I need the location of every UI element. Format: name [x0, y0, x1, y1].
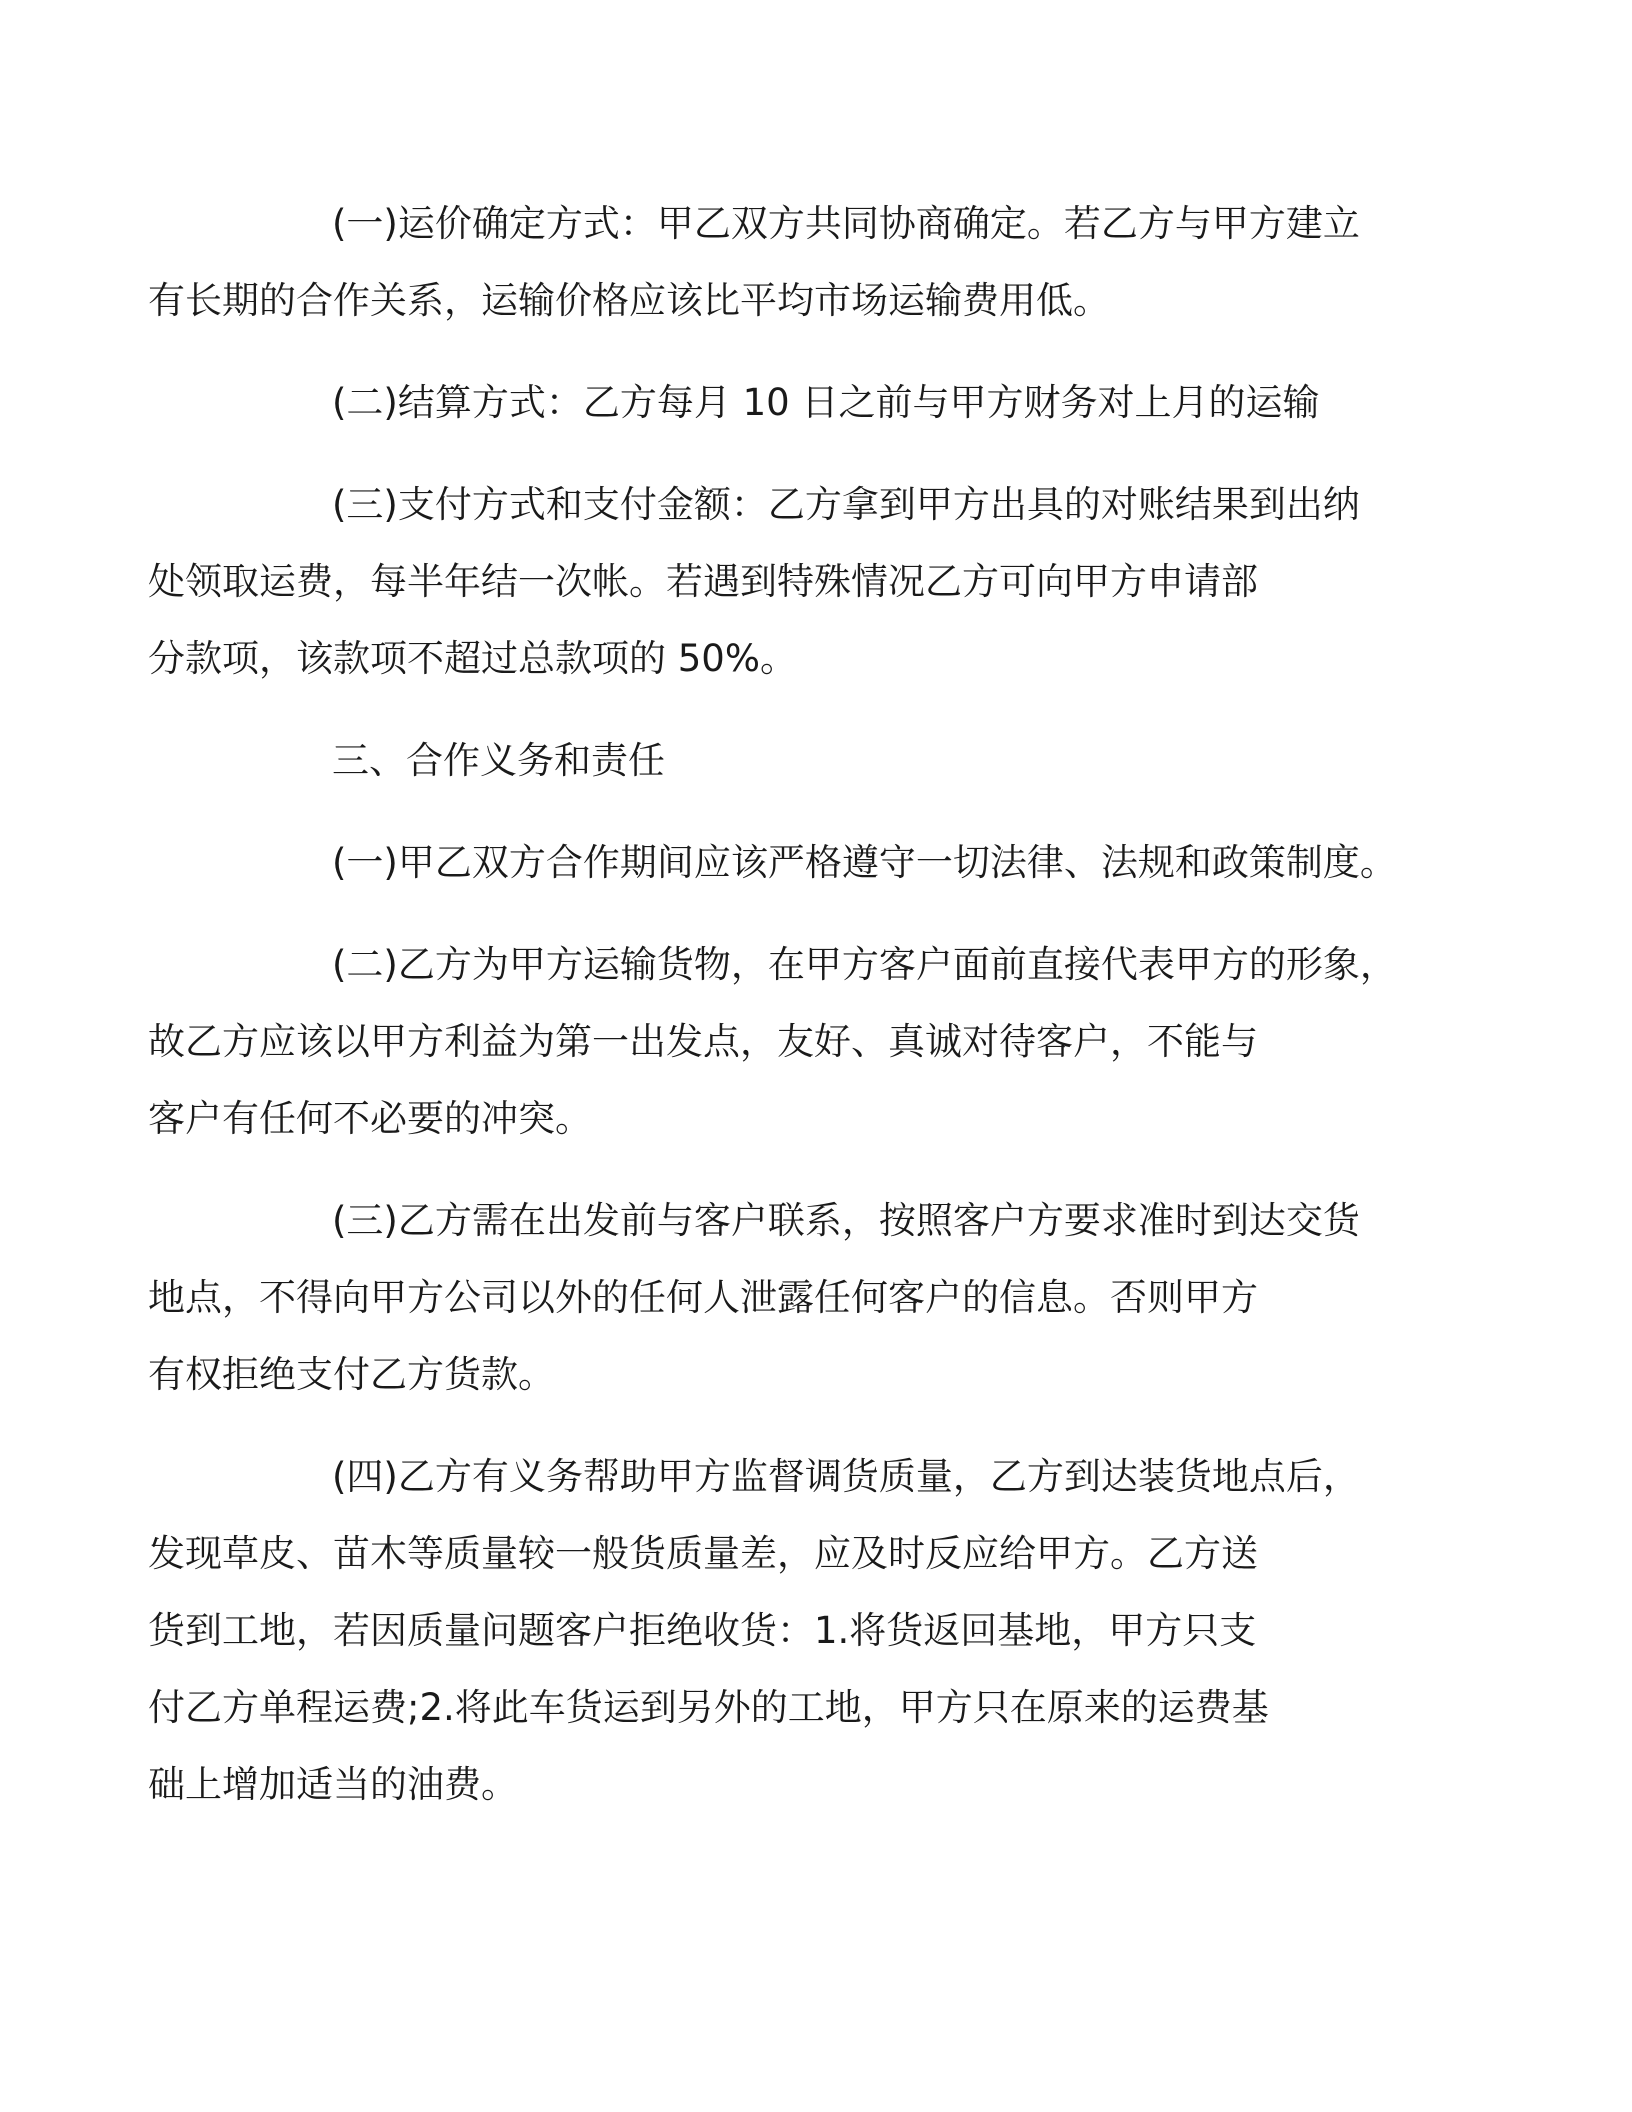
document-body: [148, 185, 1400, 1848]
paragraph-line: 处领取运费，每半年结一次帐。若遇到特殊情况乙方可向甲方申请部: [148, 560, 1258, 603]
paragraph-obligation-2: [148, 926, 1400, 1157]
paragraph-line: (一)甲乙双方合作期间应该严格遵守一切法律、法规和政策制度。: [332, 841, 1397, 884]
paragraph-line: 客户有任何不必要的冲突。: [148, 1097, 592, 1140]
section-heading: [240, 722, 1400, 799]
paragraph-line: (三)支付方式和支付金额：乙方拿到甲方出具的对账结果到出纳: [332, 483, 1360, 526]
paragraph-line: (一)运价确定方式：甲乙双方共同协商确定。若乙方与甲方建立: [332, 202, 1360, 245]
paragraph-line: 地点，不得向甲方公司以外的任何人泄露任何客户的信息。否则甲方: [148, 1276, 1258, 1319]
paragraph-obligation-4: [148, 1438, 1400, 1823]
paragraph-line: (二)结算方式：乙方每月 10 日之前与甲方财务对上月的运输: [332, 381, 1320, 424]
paragraph-price-method: [148, 185, 1400, 339]
paragraph-line: 分款项，该款项不超过总款项的 50%。: [148, 637, 797, 680]
paragraph-line: (四)乙方有义务帮助甲方监督调货质量，乙方到达装货地点后，: [332, 1455, 1360, 1498]
paragraph-obligation-1: [240, 824, 1400, 901]
paragraph-line: 有长期的合作关系，运输价格应该比平均市场运输费用低。: [148, 279, 1110, 322]
paragraph-line: (三)乙方需在出发前与客户联系，按照客户方要求准时到达交货: [332, 1199, 1360, 1242]
paragraph-payment-method: [148, 466, 1400, 697]
paragraph-line: 付乙方单程运费;2.将此车货运到另外的工地，甲方只在原来的运费基: [148, 1686, 1269, 1729]
paragraph-line: 故乙方应该以甲方利益为第一出发点，友好、真诚对待客户，不能与: [148, 1020, 1258, 1063]
paragraph-obligation-3: [148, 1182, 1400, 1413]
paragraph-line: (二)乙方为甲方运输货物，在甲方客户面前直接代表甲方的形象，: [332, 943, 1397, 986]
paragraph-line: 货到工地，若因质量问题客户拒绝收货：1.将货返回基地，甲方只支: [148, 1609, 1257, 1652]
paragraph-line: 发现草皮、苗木等质量较一般货质量差，应及时反应给甲方。乙方送: [148, 1532, 1258, 1575]
section-heading-text: 三、合作义务和责任: [332, 739, 665, 782]
paragraph-line: 础上增加适当的油费。: [148, 1763, 518, 1806]
paragraph-line: 有权拒绝支付乙方货款。: [148, 1353, 555, 1396]
paragraph-settlement-method: [240, 364, 1400, 441]
